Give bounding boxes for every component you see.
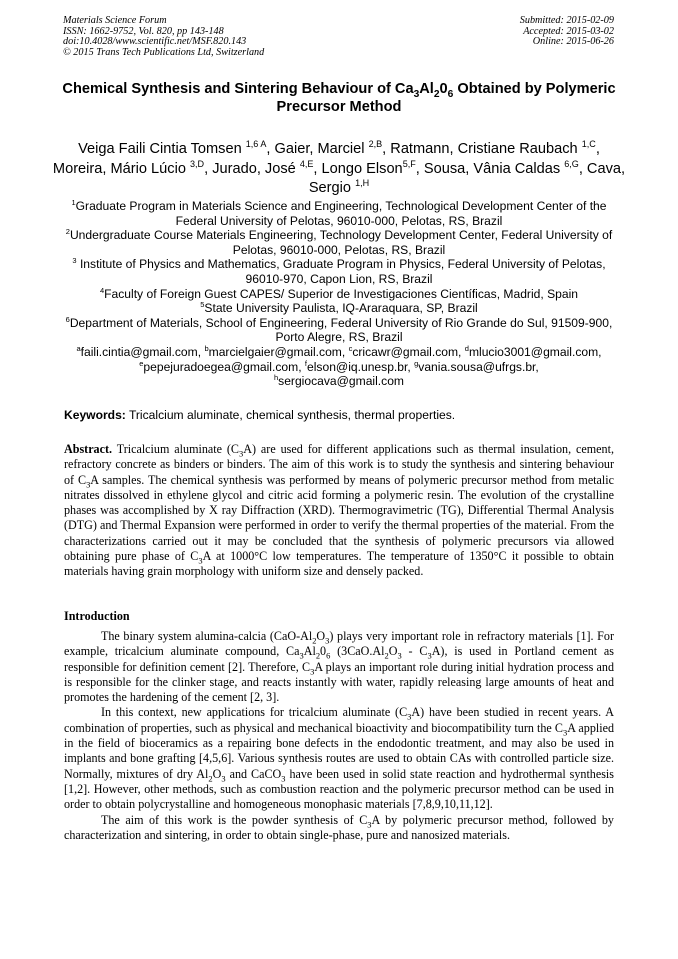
keywords-label: Keywords: <box>64 408 126 422</box>
affiliation-2: $^2$Undergraduate Course Materials Engineering, Technology Development Center, Federal University of Pelotas, 96010-000, Pelotas, RS, Brazil <box>65 227 613 257</box>
keywords <box>64 408 614 423</box>
abstract: Abstract. Tricalcium aluminate $(C_3A)$ are used for different applications such as thermal insulation, cement, refractory concrete as binders or binders. The aim of this work is to study the synthesis and sintering behaviour of $C_3A$ samples. The chemical synthesis was performed by means of polymeric precursor method from metalic nitrates dissolved in ethylene glycol and citric acid forming a polymeric resin. The evolution of the crystalline phases was accomplished by X ray Diffraction (XRD). Thermogravimetric (TG), Differential Thermal Analysis (DTG) and Thermal Expansion were performed in order to verify the thermal properties of the material. From the characterizations carried out it may be concluded that the synthesis of polymeric precursors via allowed obtaining pure phase of $C_3A$ at 1000°C low temperatures. The temperature of 1350°C it possible to obtain materials having grain morphology with uniform size and densely packed. <box>64 442 614 579</box>
email-a[interactable]: $^a$faili.cintia@gmail.com, <box>76 343 205 359</box>
intro-paragraph-2: In this context, new applications for tricalcium aluminate $(C_3A)$ have been studied in recent years. A combination of properties, such as physical and mechanical bioactivity and biocompatibility turn the $C_3A$ applied in the field of bioceramics as a repairing bone defects in the endodontic treatment, and may also be used in implants and bone grafting [4,5,6]. Various synthesis routes are used to obtain CAs with controlled particle size. Normally, mixtures of dry $Al_2O_3$ and CaCO$_3$ have been used in solid state reaction and hydrothermal synthesis [1,2]. However, other methods, such as combustion reaction and the polymeric precursor method can be used in order to obtain polycrystalline and homogeneous monophasic materials [7,8,9,10,11,12]. <box>64 705 615 812</box>
email-h[interactable]: $^h$sergiocava@gmail.com <box>273 373 405 389</box>
introduction-body <box>64 629 614 843</box>
affiliation-list <box>56 199 622 389</box>
email-g[interactable]: $^g$vania.sousa@ufrgs.br, <box>414 358 539 374</box>
accepted-date: Accepted: 2015-03-02 <box>523 25 614 37</box>
affiliation-6: $^6$Department of Materials, School of Engineering, Federal University of Rio Grande do Sul, 91509-900, Porto Alegre, RS, Brazil <box>65 314 613 345</box>
journal-header-left <box>63 16 264 58</box>
keywords-text: Tricalcium aluminate, chemical synthesis, thermal properties. <box>125 408 456 422</box>
submitted-date: Submitted: 2015-02-09 <box>519 15 614 26</box>
email-e[interactable]: $^e$pepejuradoegea@gmail.com, <box>139 358 305 374</box>
affiliation-1: $^1$Graduate Program in Materials Science and Engineering, Technological Development Center of the Federal University of Pelotas, 96010-000, Pelotas, RS, Brazil <box>71 197 607 228</box>
journal-copyright: © 2015 Trans Tech Publications Ltd, Switzerland <box>63 46 265 58</box>
journal-doi: doi:10.4028/www.scientific.net/MSF.820.143 <box>63 36 247 48</box>
affiliation-3: $^3$ Institute of Physics and Mathematics, Graduate Program in Physics, Federal University of Pelotas, 96010-970, Capon Lion, RS, Brazil <box>72 256 606 286</box>
abstract-label: Abstract. <box>64 442 113 456</box>
email-b[interactable]: $^b$marcielgaier@gmail.com, <box>204 343 349 359</box>
affiliation-5: $^5$State University Paulista, IQ-Araraquara, SP, Brazil <box>200 300 478 316</box>
introduction-heading: Introduction <box>64 609 130 623</box>
email-f[interactable]: $^f$elson@iq.unesp.br, <box>304 358 415 374</box>
intro-paragraph-1: The binary system alumina-calcia $(CaO-Al_2O_3)$ plays very important role in refractory materials [1]. For example, tricalcium aluminate compound, $Ca_3Al_20_6$ $(3CaO.Al_2O_3 - C_3A)$, is used in Portland cement as responsible for definition cement [2]. Therefore, $C_3A$ plays an important role during initial hydration process and is responsible for the clinker stage, and reacts instantly with water, rapidly releasing large amounts of heat and promotes the hardening of the cement [2, 3]. <box>64 629 614 705</box>
affiliation-4: $^4$Faculty of Foreign Guest CAPES/ Superior de Investigaciones Científicas, Madrid, Spain <box>99 285 579 301</box>
journal-header-right <box>520 16 614 48</box>
email-c[interactable]: $^c$cricawr@gmail.com, <box>348 343 465 359</box>
email-d[interactable]: $^d$mlucio3001@gmail.com, <box>464 343 602 359</box>
email-list <box>56 345 622 389</box>
author-list: Veiga Faili Cintia Tomsen $^{1,6 A}$, Gaier, Marciel $^{2,B}$, Ratmann, Cristiane Raubach $^{1,C}$, Moreira, Mário Lúcio $^{3,D}$, Jurado, José $^{4,E}$, Longo Elson$^{5,F}$, Sousa, Vânia Caldas $^{6,G}$, Cava, Sergio $^{1,H}$ <box>52 139 626 196</box>
online-date: Online: 2015-06-26 <box>532 36 614 48</box>
paper-title: Chemical Synthesis and Sintering Behaviour of $Ca_3Al_20_6$ Obtained by Polymeric Precursor Method <box>62 81 616 115</box>
journal-name: Materials Science Forum <box>63 15 167 26</box>
intro-paragraph-3: The aim of this work is the powder synthesis of $C_3A$ by polymeric precursor method, followed by characterization and sintering, in order to obtain single-phase, pure and nanosized materials. <box>64 812 614 842</box>
journal-issn: ISSN: 1662-9752, Vol. 820, pp 143-148 <box>63 25 224 37</box>
